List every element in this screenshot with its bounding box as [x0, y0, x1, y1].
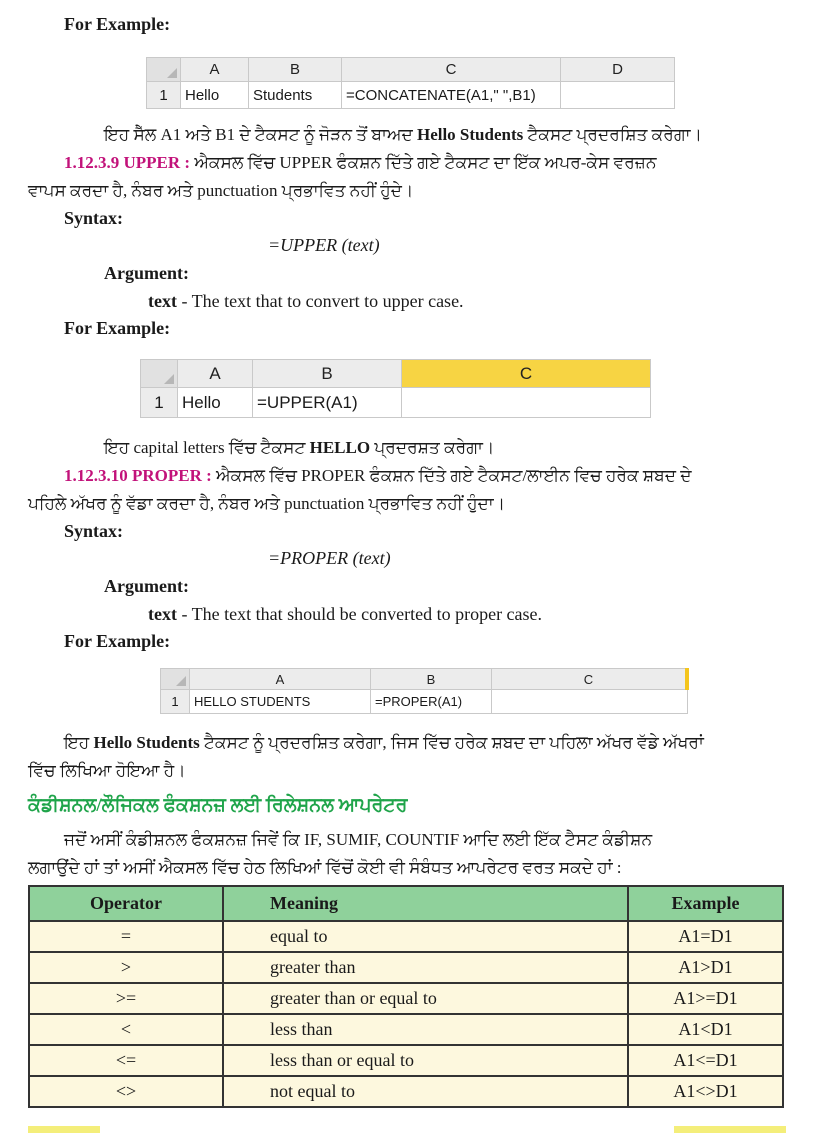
- table-row: [29, 952, 783, 983]
- meaning-cell: greater than or equal to: [223, 983, 628, 1014]
- cell-c1[interactable]: [492, 690, 688, 714]
- proper-heading: 1.12.3.10 PROPER :: [64, 466, 212, 485]
- operator-cell: >=: [29, 983, 223, 1014]
- operator-cell: <>: [29, 1076, 223, 1107]
- example-label: For Example:: [64, 14, 171, 34]
- column-header[interactable]: A: [181, 58, 249, 82]
- example-cell: A1>D1: [628, 952, 783, 983]
- column-header-selected[interactable]: C: [402, 360, 651, 388]
- cell-b1[interactable]: Students: [249, 82, 342, 109]
- example-cell: A1=D1: [628, 921, 783, 952]
- column-header-example: Example: [628, 886, 783, 921]
- operators-table: [28, 885, 784, 1108]
- upper-description-line2: ਵਾਪਸ ਕਰਦਾ ਹੈ, ਨੰਬਰ ਅਤੇ punctuation ਪ੍ਰਭਾਵਿਤ ਨਹੀਂ ਹੁੰਦੇ।: [28, 181, 414, 200]
- upper-result-text: ਇਹ capital letters ਵਿੱਚ ਟੈਕਸਟ HELLO ਪ੍ਰਦਰਸ਼ਤ ਕਰੇਗਾ।: [104, 438, 495, 457]
- column-header[interactable]: B: [249, 58, 342, 82]
- meaning-cell: equal to: [223, 921, 628, 952]
- example-cell: A1<D1: [628, 1014, 783, 1045]
- proper-argument: text - The text that should be converted to proper case.: [148, 604, 543, 624]
- syntax-label: Syntax:: [64, 521, 124, 541]
- proper-description-line2: ਪਹਿਲੇ ਅੱਖਰ ਨੂੰ ਵੱਡਾ ਕਰਦਾ ਹੈ, ਨੰਬਰ ਅਤੇ punctuation ਪ੍ਰਭਾਵਿਤ ਨਹੀਂ ਹੁੰਦਾ।: [28, 494, 506, 513]
- example-cell: A1<>D1: [628, 1076, 783, 1107]
- table-header-row: [29, 886, 783, 921]
- column-header[interactable]: B: [371, 669, 492, 690]
- meaning-cell: not equal to: [223, 1076, 628, 1107]
- cell-a1[interactable]: HELLO STUDENTS: [190, 690, 371, 714]
- operators-heading: ਕੰਡੀਸ਼ਨਲ/ਲੌਜਿਕਲ ਫੰਕਸ਼ਨਜ਼ ਲਈ ਰਿਲੇਸ਼ਨਲ ਆਪਰੇਟਰ: [28, 795, 408, 816]
- cell-d1[interactable]: [561, 82, 675, 109]
- operator-cell: =: [29, 921, 223, 952]
- argument-label: Argument:: [104, 576, 189, 596]
- operators-intro: ਜਦੋਂ ਅਸੀਂ ਕੰਡੀਸ਼ਨਲ ਫੰਕਸ਼ਨਜ਼ ਜਿਵੇਂ ਕਿ IF, SUMIF, COUNTIF ਆਦਿ ਲਈ ਇੱਕ ਟੈਸਟ ਕੰਡੀਸ਼ਨ: [64, 830, 653, 849]
- cell-b1[interactable]: =PROPER(A1): [371, 690, 492, 714]
- footer-bar-right: [674, 1126, 786, 1133]
- cell-c1[interactable]: =CONCATENATE(A1," ",B1): [342, 82, 561, 109]
- column-header[interactable]: D: [561, 58, 675, 82]
- proper-result-text: ਇਹ Hello Students ਟੈਕਸਟ ਨੂੰ ਪ੍ਰਦਰਸ਼ਿਤ ਕਰੇਗਾ, ਜਿਸ ਵਿੱਚ ਹਰੇਕ ਸ਼ਬਦ ਦਾ ਪਹਿਲਾ ਅੱਖਰ ਵੱਡੇ ਅੱਖਰਾਂ: [64, 733, 704, 752]
- upper-syntax: =UPPER (text): [268, 235, 380, 255]
- column-header-meaning: Meaning: [223, 886, 628, 921]
- argument-label: Argument:: [104, 263, 189, 283]
- proper-description: 1.12.3.10 PROPER : ਐਕਸਲ ਵਿੱਚ PROPER ਫੰਕਸ਼ਨ ਦਿੱਤੇ ਗਏ ਟੈਕਸਟ/ਲਾਈਨ ਵਿਚ ਹਰੇਕ ਸ਼ਬਦ ਦੇ: [64, 466, 692, 485]
- meaning-cell: less than: [223, 1014, 628, 1045]
- example-cell: A1>=D1: [628, 983, 783, 1014]
- column-header[interactable]: A: [178, 360, 253, 388]
- column-header[interactable]: A: [190, 669, 371, 690]
- row-header[interactable]: 1: [141, 388, 178, 418]
- select-all-corner[interactable]: [147, 58, 181, 82]
- cell-b1[interactable]: =UPPER(A1): [253, 388, 402, 418]
- table-row: [29, 1076, 783, 1107]
- select-all-corner[interactable]: [161, 669, 190, 690]
- column-header[interactable]: B: [253, 360, 402, 388]
- column-header[interactable]: C: [492, 669, 688, 690]
- example-cell: A1<=D1: [628, 1045, 783, 1076]
- row-header[interactable]: 1: [161, 690, 190, 714]
- table-row: [29, 1014, 783, 1045]
- operator-cell: <=: [29, 1045, 223, 1076]
- select-all-corner[interactable]: [141, 360, 178, 388]
- cell-a1[interactable]: Hello: [181, 82, 249, 109]
- example-label: For Example:: [64, 318, 171, 338]
- table-row: [29, 983, 783, 1014]
- spreadsheet-concatenate: [146, 57, 675, 109]
- footer-bar-left: [28, 1126, 100, 1133]
- cell-c1[interactable]: [402, 388, 651, 418]
- upper-heading: 1.12.3.9 UPPER :: [64, 153, 191, 172]
- column-header-operator: Operator: [29, 886, 223, 921]
- meaning-cell: greater than: [223, 952, 628, 983]
- row-header[interactable]: 1: [147, 82, 181, 109]
- cell-a1[interactable]: Hello: [178, 388, 253, 418]
- upper-argument: text - The text that to convert to upper case.: [148, 291, 464, 311]
- proper-result-line2: ਵਿੱਚ ਲਿਖਿਆ ਹੋਇਆ ਹੈ।: [28, 761, 186, 780]
- operator-cell: >: [29, 952, 223, 983]
- syntax-label: Syntax:: [64, 208, 124, 228]
- spreadsheet-proper: [160, 668, 689, 714]
- spreadsheet-upper: [140, 359, 651, 418]
- concat-result-text: ਇਹ ਸੈੱਲ A1 ਅਤੇ B1 ਦੇ ਟੈਕਸਟ ਨੂੰ ਜੋੜਨ ਤੋਂ ਬਾਅਦ Hello Students ਟੈਕਸਟ ਪ੍ਰਦਰਸ਼ਿਤ ਕਰੇਗਾ।: [104, 125, 702, 144]
- operator-cell: <: [29, 1014, 223, 1045]
- proper-syntax: =PROPER (text): [268, 548, 391, 568]
- operators-intro-line2: ਲਗਾਉਂਦੇ ਹਾਂ ਤਾਂ ਅਸੀਂ ਐਕਸਲ ਵਿੱਚ ਹੇਠ ਲਿਖਿਆਂ ਵਿੱਚੋਂ ਕੋਈ ਵੀ ਸੰਬੰਧਤ ਆਪਰੇਟਰ ਵਰਤ ਸਕਦੇ ਹਾਂ :: [28, 858, 622, 877]
- table-row: [29, 1045, 783, 1076]
- example-label: For Example:: [64, 631, 171, 651]
- upper-description: 1.12.3.9 UPPER : ਐਕਸਲ ਵਿੱਚ UPPER ਫੰਕਸ਼ਨ ਦਿੱਤੇ ਗਏ ਟੈਕਸਟ ਦਾ ਇੱਕ ਅਪਰ-ਕੇਸ ਵਰਜ਼ਨ: [64, 153, 657, 172]
- meaning-cell: less than or equal to: [223, 1045, 628, 1076]
- column-header[interactable]: C: [342, 58, 561, 82]
- table-row: [29, 921, 783, 952]
